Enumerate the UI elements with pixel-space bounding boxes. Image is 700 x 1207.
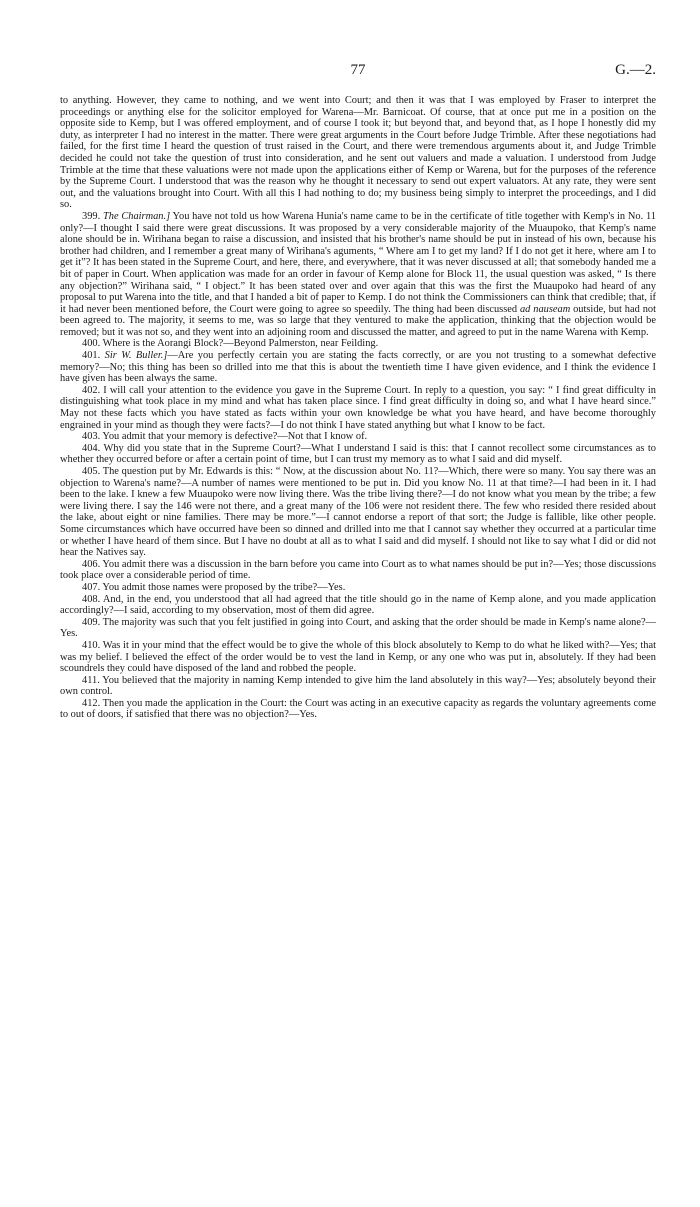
question-number: 406.	[82, 558, 101, 570]
paragraph-402: 402. I will call your attention to the evidence you gave in the Supreme Court. In reply to a question, you say: “ I find great difficulty in distinguishing what took place in my mind and what has taken place since. I find great difficulty in doing so, and what I have heard since.” May not these facts which you have stated as facts within your own knowledge be what you have heard, and have become thoroughly engrained in your mind as though they were facts?—I do not think I have stated anything but what I know to be fact.	[60, 384, 656, 431]
document-body	[60, 95, 656, 721]
paragraph-399: 399. The Chairman.] You have not told us how Warena Hunia's name came to be in the certificate of title together with Kemp's in No. 11 only?—I thought I said there were great discussions. It was proposed by a very considerable majority of the Muaupoko, that Kemp's name alone should be in. Wirihana began to raise a discussion, and insisted that his brother's name should be put in instead of his own, because his brother had children, and I remember a great many of Wirihana's aguments, “ Where am I to get my land? If I do not get it here, where am I to get it”? It has been stated in the Supreme Court, and here, there, and everywhere, that it was never discussed at all; that somebody handed me a bit of paper in Court. When application was made for an order in favour of Kemp alone for Block 11, the usual question was asked, “ Is there any objection?” Wirihana said, “ I object.” It has been stated over and over again that this was the first the Muaupoko had heard of any proposal to put Warena into the title, and that I handed a bit of paper to Kemp. I do not think the Commissioners can think that credible; that, if it had never been mentioned before, the Court were going to agree so speedily. The thing had been discussed ad nauseam outside, but had not been agreed to. The majority, it seems to me, was so large that they ventured to make the application, thinking that the objection would be removed; but it was not so, and they went into an adjoining room and discussed the matter, and agreed to put in the name Warena with Kemp.	[60, 210, 656, 338]
question-number: 410.	[82, 639, 101, 651]
paragraph-405: 405. The question put by Mr. Edwards is this: “ Now, at the discussion about No. 11?—Which, there were so many. You say there was an objection to Warena's name?—A number of names were mentioned to be put in. Did you know No. 11 at that time?—I had been in it. I had been to the lake. I knew a few Muaupoko were now living there. Was the tribe living there?—I do not know what you mean by the tribe; a few were living there. I say the 146 were not there, and a great many of the 106 were not resident there. The few who resided there resided about the lake, about eight or nine families. There may be more.”—I cannot endorse a report of that sort; the Judge is fallible, like other people. Some circumstances which have occurred have been so dinned and drilled into me that I cannot say whether they occurred at a particular time or whether I have heard of them since. But I have no doubt at all as to what I said and did myself. I should not like to say what I did or did not hear the Natives say.	[60, 466, 656, 559]
paragraph-404: 404. Why did you state that in the Supreme Court?—What I understand I said is this: that I cannot recollect some circumstances as to whether they occurred before or after a certain point of time, but I can trust my memory as to what I said and did myself.	[60, 442, 656, 466]
question-number: 412.	[82, 697, 101, 709]
question-number: 411.	[82, 674, 100, 686]
paragraph-407: 407. You admit those names were proposed by the tribe?—Yes.	[82, 581, 346, 593]
question-number: 404.	[82, 442, 101, 454]
question-number: 399.	[82, 210, 101, 222]
question-number: 409.	[82, 616, 101, 628]
speaker: Sir W. Buller.]	[104, 350, 168, 362]
paragraph-408: 408. And, in the end, you understood that all had agreed that the title should go in the name of Kemp alone, and you made application accordingly?—I said, according to my observation, most of them did agree.	[60, 593, 656, 617]
question-number: 403.	[82, 431, 101, 443]
speaker: The Chairman.]	[102, 210, 171, 222]
paragraph-401: 401. Sir W. Buller.]—Are you perfectly certain you are stating the facts correctly, or are you not trusting to a somewhat defective memory?—No; this thing has been so drilled into me that this is about the twentieth time I have given evidence, and I think the evidence I have given has been always the same.	[60, 350, 656, 385]
question-number: 400.	[82, 338, 101, 350]
paragraph-406: 406. You admit there was a discussion in the barn before you came into Court as to what names should be put in?—Yes; those discussions took place over a considerable period of time.	[60, 558, 656, 582]
question-number: 402.	[82, 384, 101, 396]
paragraph-400: 400. Where is the Aorangi Block?—Beyond Palmerston, near Feilding.	[82, 338, 379, 350]
paragraph-410: 410. Was it in your mind that the effect would be to give the whole of this block absolutely to Kemp to do what he liked with?—Yes; that was my belief. I believed the effect of the order would be to vest the land in Kemp, or any one who was put in, absolutely. If they had been scoundrels they could have disposed of the land and robbed the people.	[60, 639, 656, 675]
question-number: 408.	[82, 593, 101, 605]
paragraph-continuation: to anything. However, they came to nothing, and we went into Court; and then it was that I was employed by Fraser to interpret the proceedings or anything else for the solicitor employed for Warena—Mr. Barnicoat. Of course, that at once put me in a position on the opposite side to Kemp, but I was offered employment, and of course I took it; but beyond that, and beyond that, as I hope I honestly did my duty, as interpreter I had no interest in the matter. There were great arguments in the Court before Judge Trimble. After these negotiations had failed, for the first time I heard the question of trust raised in the Court, and there were tremendous arguments about it, and Judge Trimble decided he could not take the question of trust into consideration, and he sent out valuers and made a valuation. I understood from Judge Trimble at the time that these valuations were not made upon the applications either of Kemp or Warena, but for the purposes of the reference by the Supreme Court. I understood that was the reason why he thought it necessary to send out expert valuators. At any rate, they were sent out, and the valuations brought into Court. With all this I had nothing to do; my business being simply to interpret the proceedings, and I did so.	[60, 95, 656, 211]
italic-phrase: ad nauseam	[519, 303, 571, 315]
page-number: 77	[350, 62, 366, 78]
paragraph-411: 411. You believed that the majority in naming Kemp intended to give him the land absolutely in this way?—Yes; absolutely beyond their own control.	[60, 674, 656, 698]
paragraph-409: 409. The majority was such that you felt justified in going into Court, and asking that the order should be made in Kemp's name alone?—Yes.	[60, 616, 656, 640]
question-number: 405.	[82, 466, 101, 477]
page-header	[60, 62, 656, 82]
paragraph-412: 412. Then you made the application in the Court: the Court was acting in an executive capacity as regards the voluntary agreements come to out of doors, if satisfied that there was no objection?—Yes.	[60, 697, 656, 721]
question-number: 401.	[82, 350, 101, 362]
question-number: 407.	[82, 581, 101, 593]
document-reference: G.—2.	[615, 62, 656, 78]
paragraph-403: 403. You admit that your memory is defective?—Not that I know of.	[82, 431, 368, 443]
